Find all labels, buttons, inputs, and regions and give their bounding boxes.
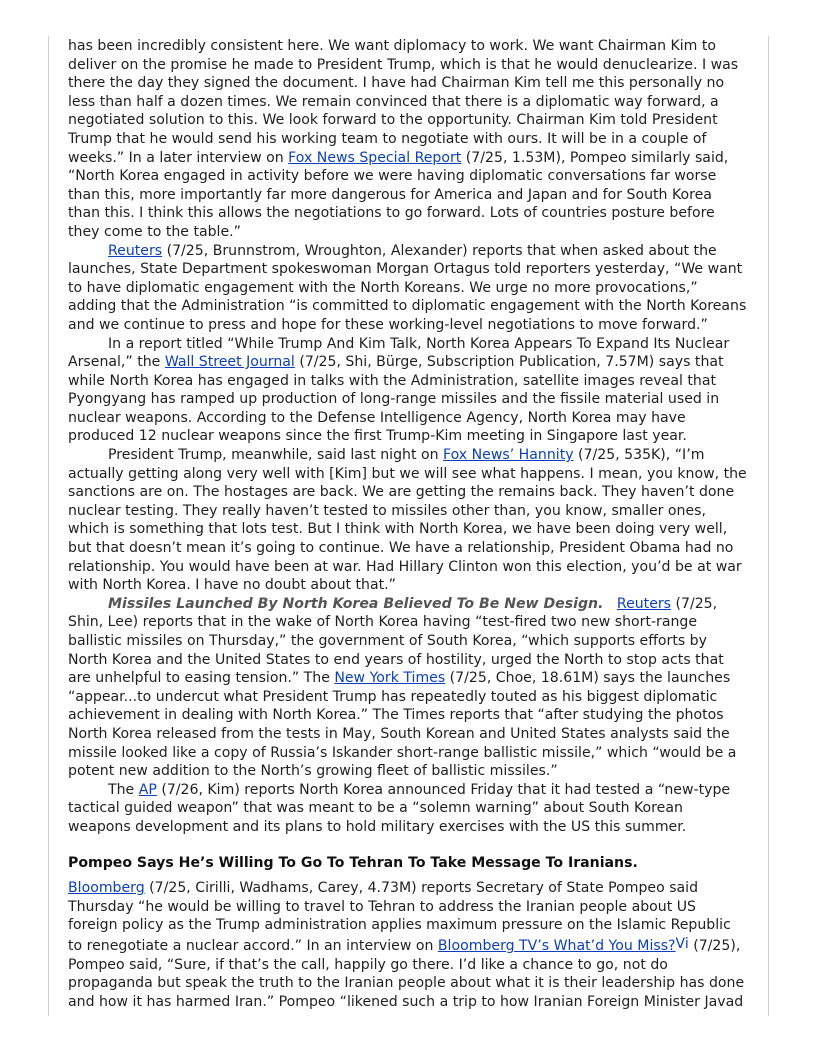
source-link-ap[interactable]: AP: [138, 781, 157, 798]
paragraph: Reuters (7/25, Brunnstrom, Wroughton, Alexander) reports that when asked about the launches, State Department spokeswoman Morgan Ortagus told reporters yesterday, “We want to have diplomatic engagement with the North Koreans. We urge no more provocations,” adding that the Administration “is committed to diplomatic engagement with the North Koreans and we continue to press and hope for these working-level negotiations to move forward.”: [68, 242, 747, 333]
paragraph: Bloomberg (7/25, Cirilli, Wadhams, Carey, 4.73M) reports Secretary of State Pompeo said Thursday “he would be willing to travel to Tehran to address the Iranian people about US foreign policy as the Trump administration applies maximum pressure on the Islamic Republic to renegotiate a nuclear accord.” In an interview on Bloomberg TV’s What’d You Miss?$^{Vi}$ (7/25), Pompeo said, “Sure, if that’s the call, happily go there. I’d like a chance to go, not do propaganda but speak the truth to the Iranian people about what it is their leadership has done and how it has harmed Iran.” Pompeo “likened such a trip to how Iranian Foreign Minister Javad: [68, 880, 745, 1010]
paragraph: President Trump, meanwhile, said last night on Fox News’ Hannity (7/25, 535K), “I’m actually getting along very well with [Kim] but we will see what happens. I mean, you know, the sanctions are on. The hostages are back. We are getting the remains back. They haven’t done nuclear testing. They really haven’t tested to missiles other than, you know, smaller ones, which is something that lots test. But I think with North Korea, we have been doing very well, but that doesn’t mean it’s going to continue. We have a relationship, President Obama had no relationship. You would have been at war. Had Hillary Clinton won this election, you’d be at war with North Korea. I have no doubt about that.”: [68, 447, 747, 594]
paragraph: The AP (7/26, Kim) reports North Korea announced Friday that it had tested a “new-type tactical guided weapon” that was meant to be a “solemn warning” about South Korean weapons development and its plans to hold military exercises with the US this summer.: [68, 781, 731, 835]
source-link-fox-news-special-report[interactable]: Fox News Special Report: [288, 149, 462, 166]
left-margin-rule: [48, 36, 49, 1016]
news-document: [68, 37, 748, 1011]
source-link-bloomberg[interactable]: Bloomberg: [68, 880, 145, 897]
source-link-wall-street-journal[interactable]: Wall Street Journal: [164, 354, 295, 371]
paragraph: Missiles Launched By North Korea Believed To Be New Design. Reuters (7/25, Shin, Lee) reports that in the wake of North Korea having “test-fired two new short-range ballistic missiles on Thursday,” the government of South Korea, “which supports efforts by North Korea and the United States to end years of hostility, urged the North to stop acts that are unhelpful to easing tension.” The New York Times (7/25, Choe, 18.61M) says the launches “appear...to undercut what President Trump has repeatedly touted as his biggest diplomatic achievement in dealing with North Korea.” The Times reports that “after studying the photos North Korea released from the tests in May, South Korean and United States analysts said the missile looked like a copy of Russia’s Iskander short-range ballistic missile,” which “would be a potent new addition to the North’s growing fleet of ballistic missiles.”: [68, 595, 737, 780]
article-headline: Pompeo Says He’s Willing To Go To Tehran To Take Message To Iranians.: [68, 854, 638, 871]
source-link-reuters[interactable]: Reuters: [616, 595, 672, 612]
source-link-reuters[interactable]: Reuters: [108, 242, 163, 259]
source-link-fox-news-hannity[interactable]: Fox News’ Hannity: [443, 447, 574, 464]
source-link-new-york-times[interactable]: New York Times: [334, 670, 446, 687]
subheading: Missiles Launched By North Korea Believed To Be New Design.: [108, 595, 604, 612]
source-link-bloomberg-tv[interactable]: Bloomberg TV’s What’d You Miss?: [437, 937, 676, 954]
video-tag[interactable]: Vi: [675, 935, 689, 952]
right-margin-rule: [768, 36, 769, 1016]
paragraph: has been incredibly consistent here. We want diplomacy to work. We want Chairman Kim to deliver on the promise he made to President Trump, which is that he would denuclearize. I was there the day they signed the document. I have had Chairman Kim tell me this personally no less than half a dozen times. We remain convinced that there is a diplomatic way forward, a negotiated solution to this. We look forward to the opportunity. Chairman Kim told President Trump that he would send his working team to negotiate with ours. It will be in a couple of weeks.” In a later interview on Fox News Special Report (7/25, 1.53M), Pompeo similarly said, “North Korea engaged in activity before we were having diplomatic conversations far worse than this, more importantly far more dangerous for America and Japan and for South Korea than this. I think this allows the negotiations to go forward. Lots of countries posture before they come to the table.”: [68, 38, 739, 240]
paragraph: In a report titled “While Trump And Kim Talk, North Korea Appears To Expand Its Nuclear Arsenal,” the Wall Street Journal (7/25, Shi, Bürge, Subscription Publication, 7.57M) says that while North Korea has engaged in talks with the Administration, satellite images reveal that Pyongyang has ramped up production of long-range missiles and the fissile material used in nuclear weapons. According to the Defense Intelligence Agency, North Korea may have produced 12 nuclear weapons since the first Trump-Kim meeting in Singapore last year.: [68, 335, 730, 445]
